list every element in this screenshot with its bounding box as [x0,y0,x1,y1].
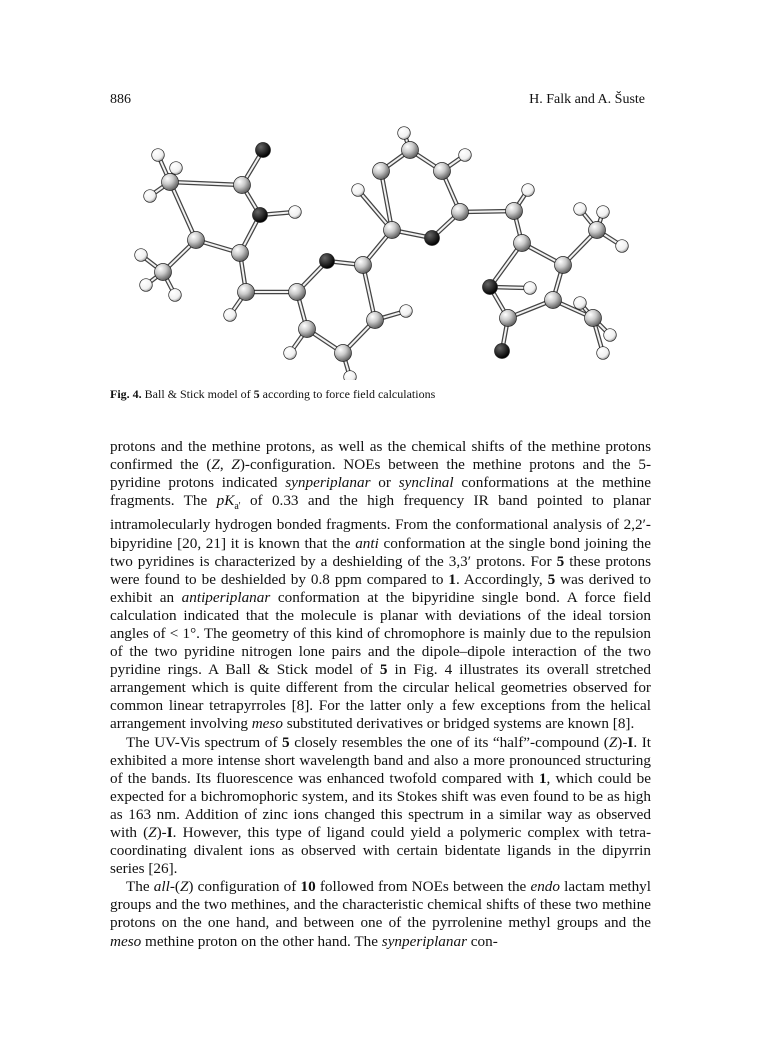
text-run: )- [617,733,628,751]
text-run: antiperiplanar [181,588,271,606]
text-run: meso [251,715,283,733]
paragraph-1 [110,438,651,734]
text-run: . It exhibited a more intense short wavelength band and also a more pronounced structuring of the bands. Its fluorescence was enhanced twofold compared with [110,733,651,787]
hydrogen-atom-ball [352,184,365,197]
molecule-model-illustration [110,115,650,380]
carbon-atom-ball [188,232,205,249]
text-run: -( [169,878,180,896]
carbon-atom-ball [589,222,606,239]
carbon-atom-ball [162,174,179,191]
text-run: . Accordingly, [455,570,548,588]
hydrogen-atom-ball [289,206,302,219]
caption-text-post: according to force field calculations [259,387,436,401]
carbon-atom-ball [289,284,306,301]
text-run: synperiplanar [285,474,371,492]
carbon-atom-ball [384,222,401,239]
heteroatom-ball [425,231,440,246]
hydrogen-atom-ball [524,282,537,295]
hydrogen-atom-ball [616,240,629,253]
heteroatom-ball [256,143,271,158]
text-run: methine proton on the other hand. The [141,932,382,950]
text-run: was derived to exhibit an [110,570,651,606]
text-run: Z [211,456,220,474]
carbon-atom-ball [500,310,517,327]
hydrogen-atom-ball [344,371,357,380]
text-run: 5 [547,570,556,588]
text-run: The [126,878,154,896]
carbon-atom-ball [452,204,469,221]
text-run: substituted derivatives or bridged systems are known [8]. [282,715,635,733]
hydrogen-atom-ball [152,149,165,162]
text-run: Z [179,878,189,896]
text-run: I [166,824,173,841]
text-run: lactam methyl groups and the two methines, and the characteristic chemical shifts of these two methine protons on the one hand, and between one of the pyrrolenine methyl groups and the [110,878,651,932]
carbon-atom-ball [155,264,172,281]
hydrogen-atom-ball [597,347,610,360]
heteroatom-ball [320,254,335,269]
paragraph-3 [110,878,651,950]
text-run: Z [148,824,157,841]
hydrogen-atom-ball [144,190,157,203]
paragraph-2 [110,734,651,879]
text-run: of 0.33 and the high frequency IR band pointed to planar intramolecularly hydrogen bonded fragments. From the conformational analysis of 2,2′-bipyridine [20, 21] it is known that the [110,492,651,552]
carbon-atom-ball [238,284,255,301]
ball-stick-molecule-figure [110,115,650,380]
text-run: meso [110,932,142,950]
text-run: synperiplanar [381,932,467,950]
carbon-atom-ball [232,245,249,262]
text-run: protons and the methine protons, as well as the chemical shifts of the methine protons confirmed the ( [110,438,651,474]
text-run: , which could be expected for a bichromophoric system, and its Stokes shift was even found to be as high as 163 nm. Addition of zinc ions changed this spectrum in a similar way as observed with ( [110,769,651,841]
carbon-atom-ball [555,257,572,274]
caption-text-pre: Ball & Stick model of [144,387,254,401]
carbon-atom-ball [514,235,531,252]
text-run: in Fig. 4 illustrates its overall stretched arrangement which is quite different from the circular helical geometries observed for common linear tetrapyrroles [8]. For the latter only a few exceptions from the helical arrangement involving [110,661,651,733]
text-run: closely resembles the one of its “half”-compound ( [289,733,609,751]
text-run: 1 [448,570,456,588]
text-run: Z [231,456,240,474]
text-run: The UV-Vis spectrum of [126,733,283,751]
text-run: )-configuration. NOEs between the methine protons and the 5-pyridine protons indicated [110,456,652,492]
carbon-atom-ball [335,345,352,362]
text-run: con- [467,932,498,950]
hydrogen-atom-ball [169,289,182,302]
hydrogen-atom-ball [459,149,472,162]
text-run: . However, this type of ligand could yield a polymeric complex with tetra-coordinating divalent ions as observed with certain bidentate ligands in the dipyrrin series [26]. [110,824,652,878]
text-run: all [153,878,170,896]
caption-compound: 5 [253,387,260,401]
carbon-atom-ball [506,203,523,220]
hydrogen-atom-ball [597,206,610,219]
text-run: or [370,474,399,492]
hydrogen-atom-ball [522,184,535,197]
text-run: 1 [538,769,547,787]
text-run: pK [216,492,235,510]
hydrogen-atom-ball [135,249,148,262]
carbon-atom-ball [299,321,316,338]
carbon-atom-ball [355,257,372,274]
text-run: ) configuration of [188,878,301,896]
text-run: )- [156,824,167,841]
figure-caption [110,387,435,402]
figure-label: Fig. 4. [110,387,142,401]
carbon-atom-ball [373,163,390,180]
heteroatom-ball [483,280,498,295]
text-run: 5 [556,552,565,570]
text-run: I [627,733,634,751]
hydrogen-atom-ball [400,305,413,318]
carbon-atom-ball [234,177,251,194]
text-run: 5 [282,733,290,751]
text-run: anti [355,534,379,552]
hydrogen-atom-ball [224,309,237,322]
hydrogen-atom-ball [284,347,297,360]
heteroatom-ball [253,208,268,223]
body-text [110,438,651,951]
text-run: a' [234,501,241,513]
text-run: conformation at the bipyridine single bond. A force field calculation indicated that the molecule is planar with deviations of the ideal torsion angles of < 1°. The geometry of this kind of chromophore is mainly due to the repulsion of the two pyridine nitrogen lone pairs and the dipole–dipole interaction of the two pyridine rings. A Ball & Stick model of [110,588,651,679]
text-run: followed from NOEs between the [315,878,531,896]
hydrogen-atom-ball [574,203,587,216]
text-run: 10 [300,878,316,896]
hydrogen-atom-ball [574,297,587,310]
carbon-atom-ball [585,310,602,327]
text-run: synclinal [398,474,454,492]
text-run: 5 [379,661,388,679]
carbon-atom-ball [545,292,562,309]
hydrogen-atom-ball [604,329,617,342]
carbon-atom-ball [367,312,384,329]
text-run: these protons were found to be deshielded by 0.8 ppm compared to [110,552,651,588]
hydrogen-atom-ball [170,162,183,175]
running-head-authors: H. Falk and A. Šuste [529,92,645,107]
hydrogen-atom-ball [398,127,411,140]
text-run: , [219,456,232,474]
bond-stick [170,182,196,240]
page-number: 886 [110,92,131,107]
text-run: endo [530,878,560,896]
text-run: Z [608,733,618,751]
carbon-atom-ball [434,163,451,180]
hydrogen-atom-ball [140,279,153,292]
text-run: conformation at the single bond joining the two pyridines is characterized by a deshielding of the 3,3′ protons. For [110,534,652,570]
text-run: conformations at the methine fragments. The [110,474,652,510]
heteroatom-ball [495,344,510,359]
carbon-atom-ball [402,142,419,159]
